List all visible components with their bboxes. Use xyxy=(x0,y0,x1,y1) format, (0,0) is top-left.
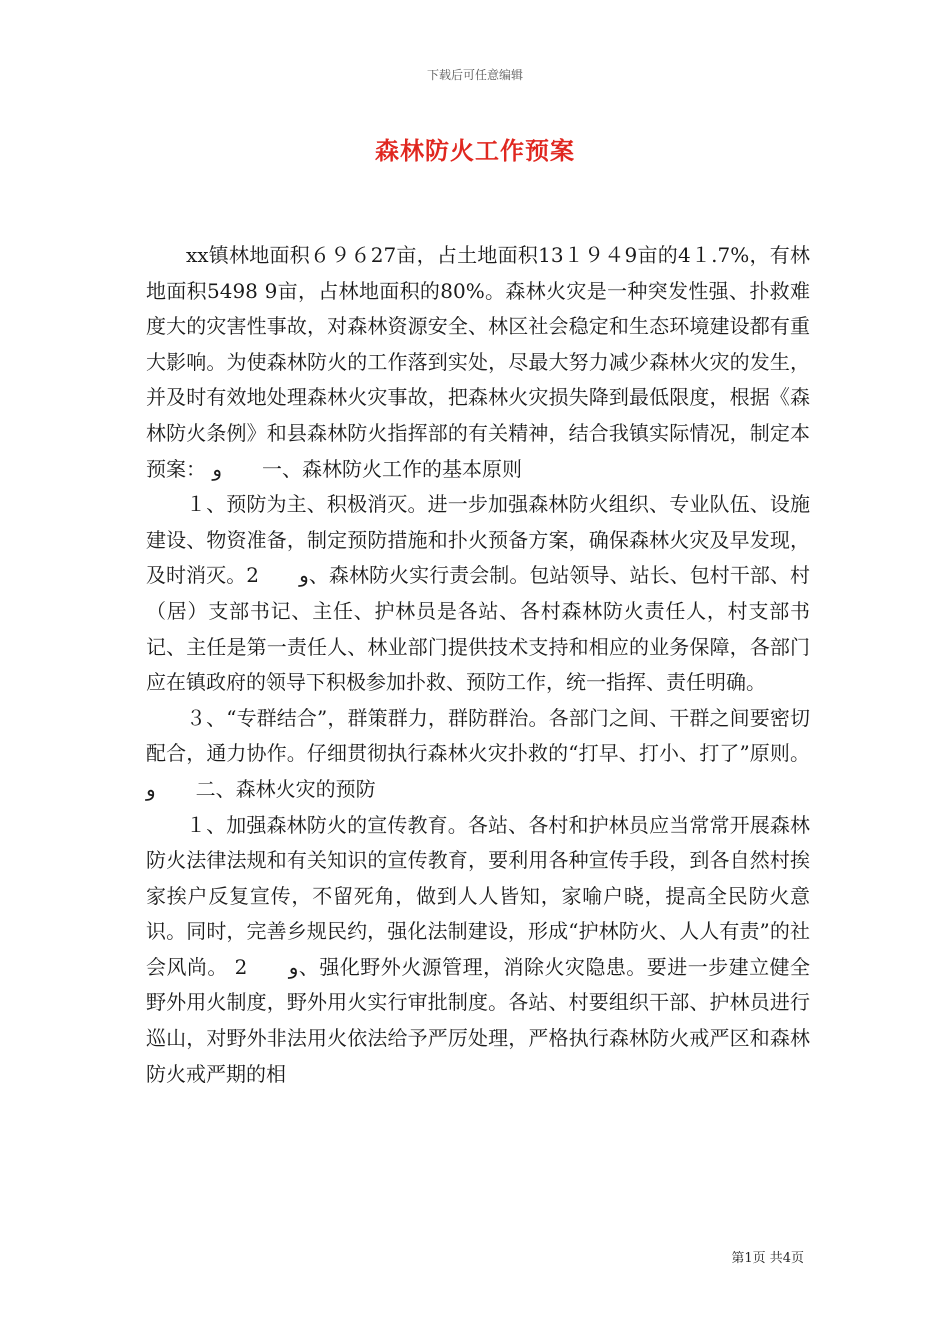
document-title: 森林防火工作预案 xyxy=(375,137,575,165)
paragraph-1: xx镇林地面积６９６27亩，占土地面积13１９４9亩的4１.7%，有林地面积5498 9亩，占林地面积的80%。森林火灾是一种突发性强、扑救难度大的灾害性事故，对森林资源安全、林区社会稳定和生态环境建设都有重大影响。为使森林防火的工作落到实处，尽最大努力减少森林火灾的发生，并及时有效地处理森林火灾事故，把森林火灾损失降到最低限度，根据《森林防火条例》和县森林防火指挥部的有关精神，结合我镇实际情况，制定本预案： و 一、森林防火工作的基本原则 xyxy=(146,243,810,481)
paragraph-4: １、加强森林防火的宣传教育。各站、各村和护林员应当常常开展森林防火法律法规和有关知识的宣传教育，要利用各种宣传手段，到各自然村挨家挨户反复宣传，不留死角，做到人人皆知，家喻户晓，提高全民防火意识。同时，完善乡规民约，强化法制建设，形成“护林防火、人人有责”的社会风尚。 2 و、强化野外火源管理，消除火灾隐患。要进一步建立健全野外用火制度，野外用火实行审批制度。各站、村要组织干部、护林员进行巡山，对野外非法用火依法给予严厉处理，严格执行森林防火戒严区和森林防火戒严期的相 xyxy=(146,812,810,1086)
page-header-note: 下载后可任意编辑 xyxy=(426,68,523,82)
document-body xyxy=(146,238,810,1092)
paragraph-2: １、预防为主、积极消灭。进一步加强森林防火组织、专业队伍、设施建设、物资准备，制定预防措施和扑火预备方案，确保森林火灾及早发现，及时消灭。2 و、森林防火实行责会制。包站领导、站长、包村干部、村（居）支部书记、主任、护林员是各站、各村森林防火责任人，村支部书记、主任是第一责任人、林业部门提供技术支持和相应的业务保障，各部门应在镇政府的领导下积极参加扑救、预防工作，统一指挥、责任明确。 xyxy=(146,492,811,695)
page-number: 第1页 共4页 xyxy=(731,1251,804,1266)
paragraph-3: ３、“专群结合”，群策群力，群防群治。各部门之间、干群之间要密切配合，通力协作。仔细贯彻执行森林火灾扑救的“打早、打小、打了”原则。و 二、森林火灾的预防 xyxy=(146,705,810,801)
